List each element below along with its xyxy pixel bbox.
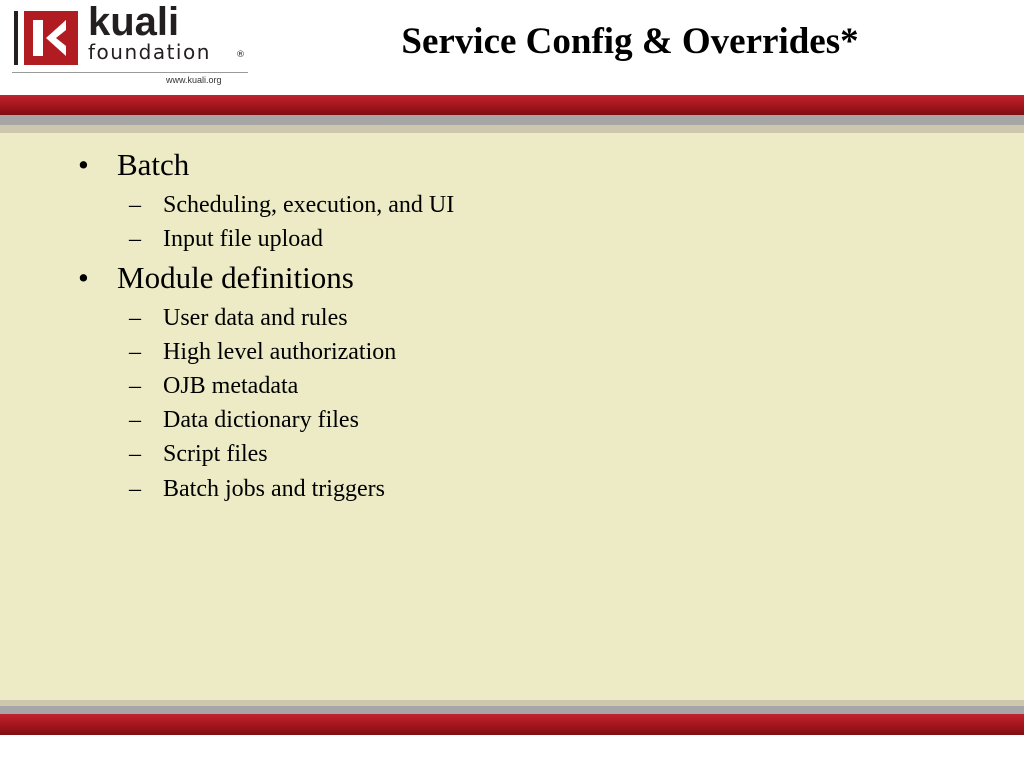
- top-gray-band: [0, 115, 1024, 125]
- logo-wordmark: kuali: [88, 0, 180, 44]
- logo-rule: [12, 72, 248, 73]
- subitem-text: Scheduling, execution, and UI: [163, 192, 455, 218]
- subitem-text: Data dictionary files: [163, 407, 359, 433]
- dash-marker: –: [129, 226, 141, 252]
- kuali-k-logo-icon: [24, 11, 78, 65]
- slide-title: Service Config & Overrides*: [401, 21, 859, 62]
- logo-bar: [14, 11, 18, 65]
- logo-subword: foundation: [88, 40, 211, 64]
- bullet-list: [0, 133, 1024, 693]
- top-red-band: [0, 95, 1024, 115]
- bottom-gray-band: [0, 706, 1024, 714]
- kuali-foundation-logo: [10, 0, 255, 88]
- slide-content: [0, 133, 1024, 700]
- top-tan-band: [0, 125, 1024, 133]
- bullet-marker: •: [78, 147, 89, 182]
- subitem-text: OJB metadata: [163, 373, 299, 399]
- bullet-text: Batch: [117, 147, 190, 182]
- dash-marker: –: [129, 339, 141, 365]
- dash-marker: –: [129, 373, 141, 399]
- dash-marker: –: [129, 476, 141, 502]
- bullet-marker: •: [78, 260, 89, 295]
- subitem-text: Script files: [163, 441, 268, 467]
- dash-marker: –: [129, 407, 141, 433]
- subitem-text: High level authorization: [163, 339, 397, 365]
- dash-marker: –: [129, 192, 141, 218]
- bottom-red-band: [0, 714, 1024, 735]
- subitem-text: User data and rules: [163, 305, 348, 331]
- subitem-text: Batch jobs and triggers: [163, 476, 385, 502]
- subitem-text: Input file upload: [163, 226, 323, 252]
- logo-url: www.kuali.org: [166, 75, 222, 85]
- logo-registered-mark: ®: [236, 50, 245, 60]
- dash-marker: –: [129, 305, 141, 331]
- dash-marker: –: [129, 441, 141, 467]
- slide-header: [0, 0, 1024, 95]
- bullet-text: Module definitions: [117, 260, 354, 295]
